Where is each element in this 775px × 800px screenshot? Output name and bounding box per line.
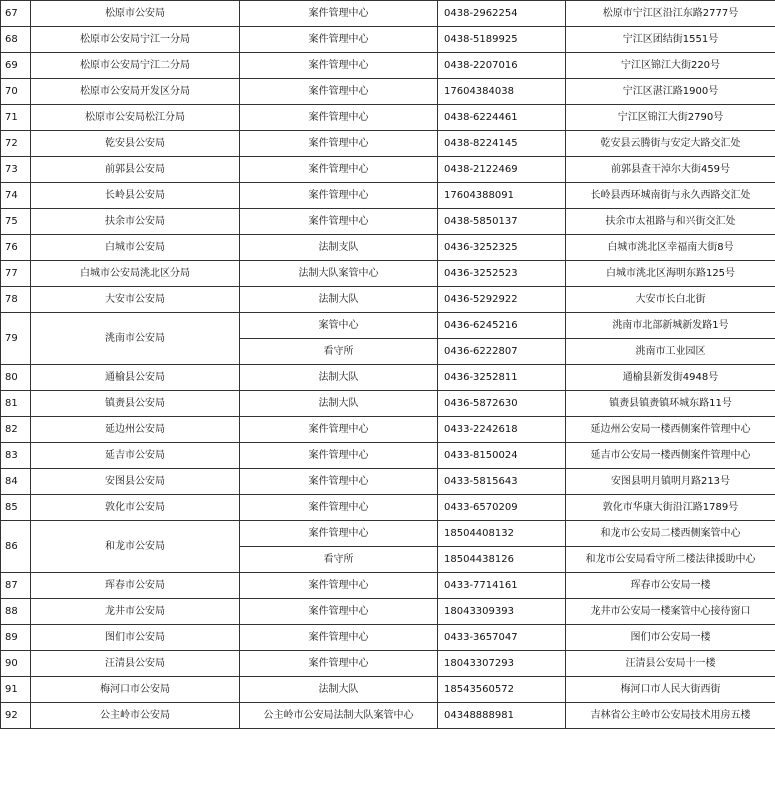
phone-number: 0438-2962254 bbox=[438, 1, 566, 27]
address: 宁江区锦江大街220号 bbox=[566, 53, 775, 79]
address: 洮南市北部新城新发路1号 bbox=[566, 313, 775, 339]
address: 白城市洮北区海明东路125号 bbox=[566, 261, 775, 287]
table-row bbox=[1, 677, 775, 703]
phone-number: 0433-5815643 bbox=[438, 469, 566, 495]
table-row bbox=[1, 131, 775, 157]
row-number: 86 bbox=[1, 521, 31, 573]
unit-name: 前郭县公安局 bbox=[31, 157, 240, 183]
row-number: 90 bbox=[1, 651, 31, 677]
unit-name: 松原市公安局 bbox=[31, 1, 240, 27]
row-number: 82 bbox=[1, 417, 31, 443]
unit-name: 龙井市公安局 bbox=[31, 599, 240, 625]
address: 镇赉县镇赉镇环城东路11号 bbox=[566, 391, 775, 417]
table-row bbox=[1, 1, 775, 27]
address: 宁江区湛江路1900号 bbox=[566, 79, 775, 105]
unit-name: 松原市公安局宁江二分局 bbox=[31, 53, 240, 79]
phone-number: 0438-2207016 bbox=[438, 53, 566, 79]
table-row bbox=[1, 27, 775, 53]
address: 扶余市太祖路与和兴街交汇处 bbox=[566, 209, 775, 235]
unit-name: 公主岭市公安局 bbox=[31, 703, 240, 729]
unit-name: 松原市公安局宁江一分局 bbox=[31, 27, 240, 53]
address: 乾安县云腾街与安定大路交汇处 bbox=[566, 131, 775, 157]
department: 案件管理中心 bbox=[240, 183, 438, 209]
table-row bbox=[1, 157, 775, 183]
row-number: 77 bbox=[1, 261, 31, 287]
department: 法制大队 bbox=[240, 391, 438, 417]
phone-number: 0438-8224145 bbox=[438, 131, 566, 157]
department: 法制大队 bbox=[240, 677, 438, 703]
table-row bbox=[1, 365, 775, 391]
address: 龙井市公安局一楼案管中心接待窗口 bbox=[566, 599, 775, 625]
department: 公主岭市公安局法制大队案管中心 bbox=[240, 703, 438, 729]
unit-name: 镇赉县公安局 bbox=[31, 391, 240, 417]
row-number: 84 bbox=[1, 469, 31, 495]
department: 法制支队 bbox=[240, 235, 438, 261]
address: 梅河口市人民大街西街 bbox=[566, 677, 775, 703]
unit-name: 梅河口市公安局 bbox=[31, 677, 240, 703]
department: 看守所 bbox=[240, 547, 438, 573]
department: 案件管理中心 bbox=[240, 573, 438, 599]
row-number: 71 bbox=[1, 105, 31, 131]
address: 延边州公安局一楼西侧案件管理中心 bbox=[566, 417, 775, 443]
phone-number: 0436-3252523 bbox=[438, 261, 566, 287]
address: 延吉市公安局一楼西侧案件管理中心 bbox=[566, 443, 775, 469]
department: 案件管理中心 bbox=[240, 599, 438, 625]
row-number: 89 bbox=[1, 625, 31, 651]
phone-number: 0438-6224461 bbox=[438, 105, 566, 131]
row-number: 83 bbox=[1, 443, 31, 469]
address: 宁江区锦江大街2790号 bbox=[566, 105, 775, 131]
department: 案件管理中心 bbox=[240, 443, 438, 469]
table-row bbox=[1, 703, 775, 729]
row-number: 78 bbox=[1, 287, 31, 313]
department: 案件管理中心 bbox=[240, 79, 438, 105]
phone-number: 18504438126 bbox=[438, 547, 566, 573]
phone-number: 0436-5292922 bbox=[438, 287, 566, 313]
unit-name: 安图县公安局 bbox=[31, 469, 240, 495]
row-number: 74 bbox=[1, 183, 31, 209]
row-number: 69 bbox=[1, 53, 31, 79]
table-row bbox=[1, 573, 775, 599]
phone-number: 0436-6222807 bbox=[438, 339, 566, 365]
address: 大安市长白北街 bbox=[566, 287, 775, 313]
phone-number: 0436-5872630 bbox=[438, 391, 566, 417]
phone-number: 18543560572 bbox=[438, 677, 566, 703]
unit-name: 延吉市公安局 bbox=[31, 443, 240, 469]
department: 案件管理中心 bbox=[240, 651, 438, 677]
department: 案件管理中心 bbox=[240, 131, 438, 157]
row-number: 91 bbox=[1, 677, 31, 703]
table-row bbox=[1, 287, 775, 313]
unit-name: 汪清县公安局 bbox=[31, 651, 240, 677]
table-row bbox=[1, 625, 775, 651]
table-row bbox=[1, 469, 775, 495]
department: 案件管理中心 bbox=[240, 157, 438, 183]
unit-name: 通榆县公安局 bbox=[31, 365, 240, 391]
table-row bbox=[1, 209, 775, 235]
row-number: 68 bbox=[1, 27, 31, 53]
table-row bbox=[1, 495, 775, 521]
unit-name: 乾安县公安局 bbox=[31, 131, 240, 157]
department: 案件管理中心 bbox=[240, 27, 438, 53]
unit-name: 图们市公安局 bbox=[31, 625, 240, 651]
row-number: 80 bbox=[1, 365, 31, 391]
unit-name: 延边州公安局 bbox=[31, 417, 240, 443]
department: 案件管理中心 bbox=[240, 105, 438, 131]
table-row bbox=[1, 417, 775, 443]
department: 案件管理中心 bbox=[240, 469, 438, 495]
phone-number: 0433-6570209 bbox=[438, 495, 566, 521]
unit-name: 敦化市公安局 bbox=[31, 495, 240, 521]
phone-number: 18043309393 bbox=[438, 599, 566, 625]
row-number: 72 bbox=[1, 131, 31, 157]
address: 敦化市华康大街沿江路1789号 bbox=[566, 495, 775, 521]
unit-name: 白城市公安局 bbox=[31, 235, 240, 261]
department: 案件管理中心 bbox=[240, 521, 438, 547]
table-row bbox=[1, 105, 775, 131]
address: 图们市公安局一楼 bbox=[566, 625, 775, 651]
department: 法制大队 bbox=[240, 287, 438, 313]
department: 法制大队 bbox=[240, 365, 438, 391]
unit-name: 大安市公安局 bbox=[31, 287, 240, 313]
department: 案管中心 bbox=[240, 313, 438, 339]
department: 案件管理中心 bbox=[240, 495, 438, 521]
table-row bbox=[1, 313, 775, 339]
phone-number: 0433-8150024 bbox=[438, 443, 566, 469]
row-number: 70 bbox=[1, 79, 31, 105]
table-body bbox=[1, 1, 775, 729]
unit-name: 白城市公安局洮北区分局 bbox=[31, 261, 240, 287]
address: 洮南市工业园区 bbox=[566, 339, 775, 365]
phone-number: 0438-5850137 bbox=[438, 209, 566, 235]
table-row bbox=[1, 53, 775, 79]
row-number: 85 bbox=[1, 495, 31, 521]
row-number: 67 bbox=[1, 1, 31, 27]
phone-number: 0438-2122469 bbox=[438, 157, 566, 183]
table-row bbox=[1, 261, 775, 287]
row-number: 75 bbox=[1, 209, 31, 235]
department: 法制大队案管中心 bbox=[240, 261, 438, 287]
unit-name: 松原市公安局松江分局 bbox=[31, 105, 240, 131]
phone-number: 0436-3252325 bbox=[438, 235, 566, 261]
phone-number: 18043307293 bbox=[438, 651, 566, 677]
row-number: 79 bbox=[1, 313, 31, 365]
address: 宁江区团结街1551号 bbox=[566, 27, 775, 53]
row-number: 76 bbox=[1, 235, 31, 261]
phone-number: 0433-2242618 bbox=[438, 417, 566, 443]
table-row bbox=[1, 599, 775, 625]
address: 和龙市公安局二楼西侧案管中心 bbox=[566, 521, 775, 547]
table-row bbox=[1, 521, 775, 547]
table-row bbox=[1, 443, 775, 469]
department: 案件管理中心 bbox=[240, 53, 438, 79]
address: 珲春市公安局一楼 bbox=[566, 573, 775, 599]
table-row bbox=[1, 651, 775, 677]
row-number: 88 bbox=[1, 599, 31, 625]
address: 白城市洮北区幸福南大街8号 bbox=[566, 235, 775, 261]
phone-number: 18504408132 bbox=[438, 521, 566, 547]
phone-number: 17604384038 bbox=[438, 79, 566, 105]
unit-name: 和龙市公安局 bbox=[31, 521, 240, 573]
address: 前郭县查干淖尔大街459号 bbox=[566, 157, 775, 183]
department: 看守所 bbox=[240, 339, 438, 365]
unit-name: 洮南市公安局 bbox=[31, 313, 240, 365]
address: 通榆县新发街4948号 bbox=[566, 365, 775, 391]
address: 安图县明月镇明月路213号 bbox=[566, 469, 775, 495]
phone-number: 0436-6245216 bbox=[438, 313, 566, 339]
table-row bbox=[1, 183, 775, 209]
address: 松原市宁江区沿江东路2777号 bbox=[566, 1, 775, 27]
phone-number: 0433-7714161 bbox=[438, 573, 566, 599]
phone-number: 0436-3252811 bbox=[438, 365, 566, 391]
department: 案件管理中心 bbox=[240, 209, 438, 235]
phone-number: 17604388091 bbox=[438, 183, 566, 209]
row-number: 81 bbox=[1, 391, 31, 417]
unit-name: 扶余市公安局 bbox=[31, 209, 240, 235]
row-number: 73 bbox=[1, 157, 31, 183]
unit-name: 松原市公安局开发区分局 bbox=[31, 79, 240, 105]
department: 案件管理中心 bbox=[240, 417, 438, 443]
row-number: 92 bbox=[1, 703, 31, 729]
phone-number: 0438-5189925 bbox=[438, 27, 566, 53]
unit-name: 珲春市公安局 bbox=[31, 573, 240, 599]
address: 吉林省公主岭市公安局技术用房五楼 bbox=[566, 703, 775, 729]
row-number: 87 bbox=[1, 573, 31, 599]
department: 案件管理中心 bbox=[240, 1, 438, 27]
table-row bbox=[1, 79, 775, 105]
phone-number: 04348888981 bbox=[438, 703, 566, 729]
table-row bbox=[1, 235, 775, 261]
address: 长岭县西环城南街与永久西路交汇处 bbox=[566, 183, 775, 209]
phone-number: 0433-3657047 bbox=[438, 625, 566, 651]
department: 案件管理中心 bbox=[240, 625, 438, 651]
address: 和龙市公安局看守所二楼法律援助中心 bbox=[566, 547, 775, 573]
address: 汪清县公安局十一楼 bbox=[566, 651, 775, 677]
unit-name: 长岭县公安局 bbox=[31, 183, 240, 209]
table-row bbox=[1, 391, 775, 417]
